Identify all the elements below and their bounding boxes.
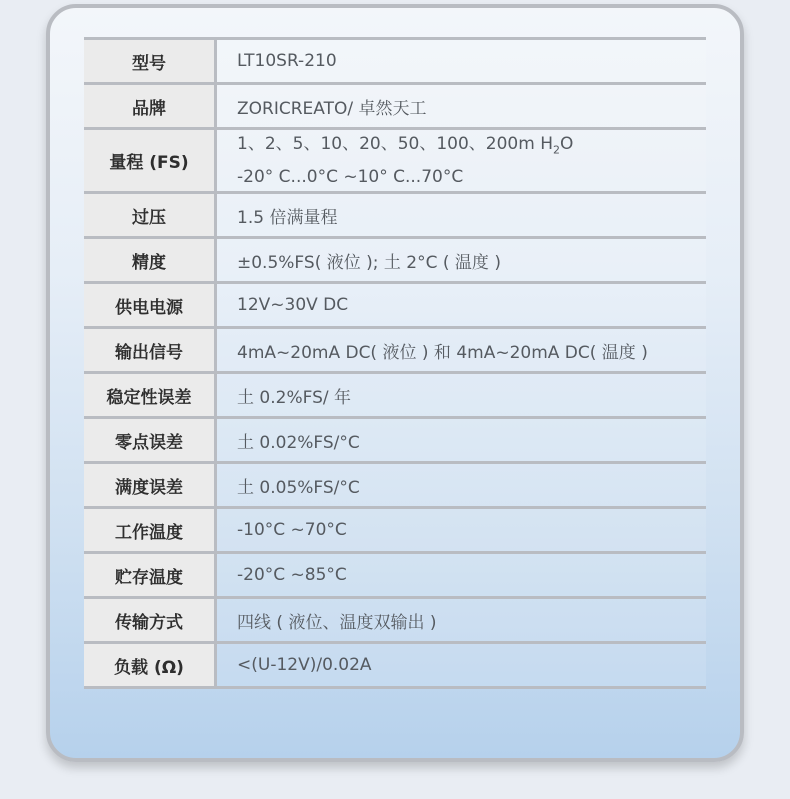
spec-value: 土 0.05%FS/°C [216, 463, 707, 508]
table-row [84, 328, 706, 373]
spec-value [216, 129, 707, 193]
table-row [84, 84, 706, 129]
spec-key: 型号 [84, 39, 216, 84]
table-row [84, 373, 706, 418]
spec-value: -10°C ~70°C [216, 508, 707, 553]
table-row [84, 463, 706, 508]
spec-value: 12V~30V DC [216, 283, 707, 328]
spec-value: 土 0.2%FS/ 年 [216, 373, 707, 418]
spec-value: -20°C ~85°C [216, 553, 707, 598]
table-row [84, 193, 706, 238]
table-row [84, 39, 706, 84]
spec-key: 满度误差 [84, 463, 216, 508]
table-row [84, 238, 706, 283]
spec-value: LT10SR-210 [216, 39, 707, 84]
spec-key: 传输方式 [84, 598, 216, 643]
spec-key: 供电电源 [84, 283, 216, 328]
table-row [84, 598, 706, 643]
spec-value: 1.5 倍满量程 [216, 193, 707, 238]
spec-value: 土 0.02%FS/°C [216, 418, 707, 463]
spec-value: <(U-12V)/0.02A [216, 643, 707, 688]
table-row [84, 553, 706, 598]
table-row [84, 643, 706, 688]
spec-value: 四线 ( 液位、温度双输出 ) [216, 598, 707, 643]
spec-table [84, 37, 706, 689]
spec-value: 4mA~20mA DC( 液位 ) 和 4mA~20mA DC( 温度 ) [216, 328, 707, 373]
spec-key: 量程 (FS) [84, 129, 216, 193]
spec-value: ZORICREATO/ 卓然天工 [216, 84, 707, 129]
range-pressure-line: 1、2、5、10、20、50、100、200m $H_2O$ [237, 134, 574, 157]
spec-key: 负载 (Ω) [84, 643, 216, 688]
table-row [84, 283, 706, 328]
spec-key: 贮存温度 [84, 553, 216, 598]
spec-key: 零点误差 [84, 418, 216, 463]
spec-key: 精度 [84, 238, 216, 283]
table-row [84, 418, 706, 463]
spec-key: 稳定性误差 [84, 373, 216, 418]
range-temperature-line: -20° C...0°C ~10° C...70°C [237, 166, 464, 187]
table-row [84, 508, 706, 553]
spec-key: 输出信号 [84, 328, 216, 373]
spec-value: ±0.5%FS( 液位 ); 土 2°C ( 温度 ) [216, 238, 707, 283]
spec-key: 品牌 [84, 84, 216, 129]
spec-key: 过压 [84, 193, 216, 238]
spec-key: 工作温度 [84, 508, 216, 553]
table-row [84, 129, 706, 193]
